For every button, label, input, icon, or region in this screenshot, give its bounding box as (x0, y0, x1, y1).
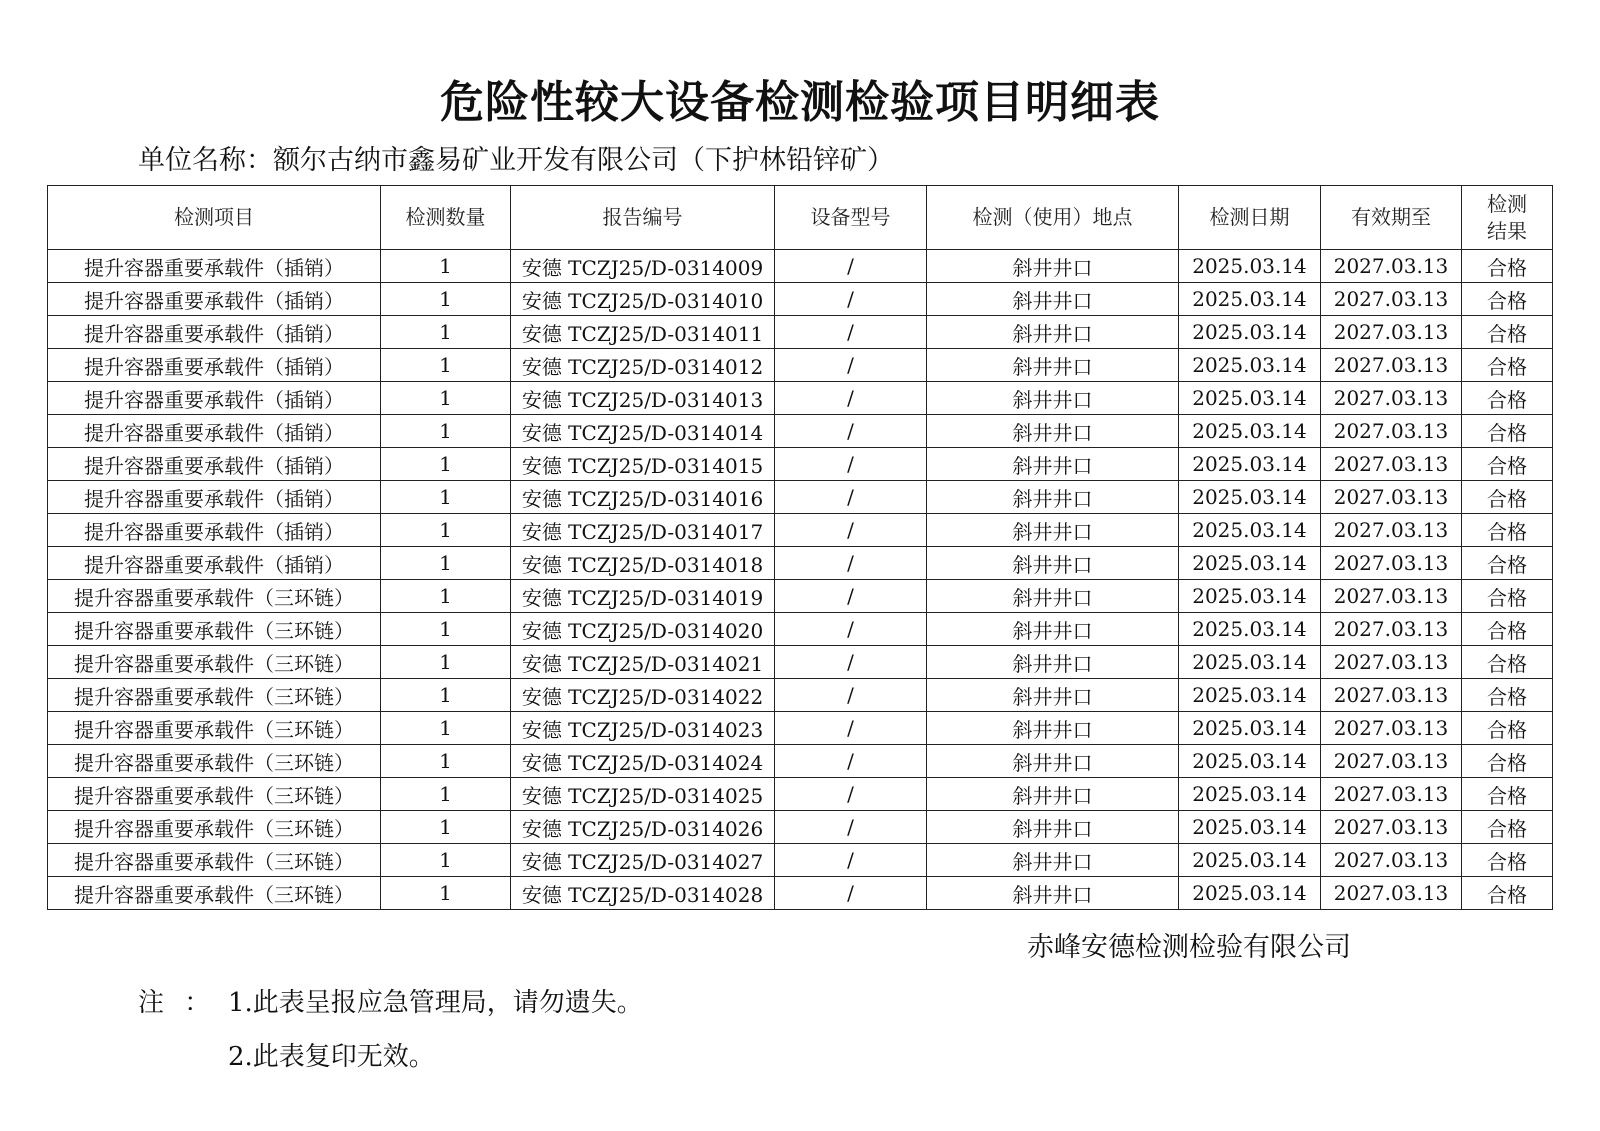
cell-report-no: 安德 TCZJ25/D-0314017 (511, 514, 775, 547)
cell-quantity: 1 (381, 316, 511, 349)
cell-location: 斜井井口 (927, 712, 1179, 745)
cell-valid-until: 2027.03.13 (1321, 547, 1462, 580)
cell-location: 斜井井口 (927, 679, 1179, 712)
cell-report-no: 安德 TCZJ25/D-0314021 (511, 646, 775, 679)
cell-model: / (775, 613, 927, 646)
cell-result: 合格 (1462, 712, 1553, 745)
cell-result: 合格 (1462, 316, 1553, 349)
cell-report-no: 安德 TCZJ25/D-0314015 (511, 448, 775, 481)
column-header-result (1462, 186, 1553, 250)
cell-location: 斜井井口 (927, 811, 1179, 844)
table-row (48, 877, 1553, 910)
cell-valid-until: 2027.03.13 (1321, 316, 1462, 349)
cell-model: / (775, 745, 927, 778)
cell-quantity: 1 (381, 349, 511, 382)
cell-report-no: 安德 TCZJ25/D-0314026 (511, 811, 775, 844)
cell-valid-until: 2027.03.13 (1321, 283, 1462, 316)
table-row (48, 349, 1553, 382)
table-row (48, 547, 1553, 580)
cell-model: / (775, 382, 927, 415)
column-header-result-line1: 检测 (1487, 191, 1527, 216)
cell-date: 2025.03.14 (1179, 712, 1321, 745)
table-header-row (48, 186, 1553, 250)
cell-date: 2025.03.14 (1179, 349, 1321, 382)
table-row (48, 646, 1553, 679)
cell-model: / (775, 547, 927, 580)
cell-result: 合格 (1462, 283, 1553, 316)
column-header-report-no: 报告编号 (511, 186, 775, 250)
cell-location: 斜井井口 (927, 547, 1179, 580)
cell-date: 2025.03.14 (1179, 844, 1321, 877)
cell-valid-until: 2027.03.13 (1321, 646, 1462, 679)
cell-report-no: 安德 TCZJ25/D-0314016 (511, 481, 775, 514)
cell-report-no: 安德 TCZJ25/D-0314011 (511, 316, 775, 349)
cell-item: 提升容器重要承载件（三环链） (48, 778, 381, 811)
table-row (48, 283, 1553, 316)
cell-report-no: 安德 TCZJ25/D-0314024 (511, 745, 775, 778)
cell-quantity: 1 (381, 580, 511, 613)
cell-date: 2025.03.14 (1179, 580, 1321, 613)
cell-item: 提升容器重要承载件（三环链） (48, 877, 381, 910)
cell-quantity: 1 (381, 745, 511, 778)
cell-result: 合格 (1462, 811, 1553, 844)
cell-quantity: 1 (381, 514, 511, 547)
cell-location: 斜井井口 (927, 415, 1179, 448)
cell-result: 合格 (1462, 547, 1553, 580)
cell-date: 2025.03.14 (1179, 877, 1321, 910)
cell-model: / (775, 679, 927, 712)
issuer-company: 赤峰安德检测检验有限公司 (1027, 932, 1351, 963)
cell-location: 斜井井口 (927, 382, 1179, 415)
cell-location: 斜井井口 (927, 481, 1179, 514)
cell-date: 2025.03.14 (1179, 646, 1321, 679)
cell-result: 合格 (1462, 382, 1553, 415)
cell-date: 2025.03.14 (1179, 745, 1321, 778)
cell-location: 斜井井口 (927, 283, 1179, 316)
cell-quantity: 1 (381, 613, 511, 646)
cell-valid-until: 2027.03.13 (1321, 514, 1462, 547)
cell-item: 提升容器重要承载件（插销） (48, 448, 381, 481)
cell-result: 合格 (1462, 415, 1553, 448)
cell-report-no: 安德 TCZJ25/D-0314028 (511, 877, 775, 910)
table-row (48, 712, 1553, 745)
cell-report-no: 安德 TCZJ25/D-0314025 (511, 778, 775, 811)
cell-model: / (775, 349, 927, 382)
table-row (48, 448, 1553, 481)
cell-report-no: 安德 TCZJ25/D-0314018 (511, 547, 775, 580)
cell-quantity: 1 (381, 712, 511, 745)
cell-result: 合格 (1462, 844, 1553, 877)
cell-model: / (775, 811, 927, 844)
column-header-quantity: 检测数量 (381, 186, 511, 250)
cell-result: 合格 (1462, 250, 1553, 283)
cell-location: 斜井井口 (927, 250, 1179, 283)
column-header-date: 检测日期 (1179, 186, 1321, 250)
cell-item: 提升容器重要承载件（三环链） (48, 580, 381, 613)
table-row (48, 250, 1553, 283)
cell-location: 斜井井口 (927, 349, 1179, 382)
cell-date: 2025.03.14 (1179, 481, 1321, 514)
cell-model: / (775, 646, 927, 679)
cell-date: 2025.03.14 (1179, 283, 1321, 316)
cell-date: 2025.03.14 (1179, 316, 1321, 349)
cell-location: 斜井井口 (927, 877, 1179, 910)
cell-date: 2025.03.14 (1179, 613, 1321, 646)
cell-model: / (775, 844, 927, 877)
cell-model: / (775, 415, 927, 448)
table-row (48, 613, 1553, 646)
table-row (48, 844, 1553, 877)
cell-report-no: 安德 TCZJ25/D-0314010 (511, 283, 775, 316)
notes-label: 注 ： (138, 988, 217, 1018)
table-row (48, 679, 1553, 712)
note-item: 1.此表呈报应急管理局，请勿遗失。 (228, 988, 643, 1018)
cell-location: 斜井井口 (927, 580, 1179, 613)
cell-date: 2025.03.14 (1179, 382, 1321, 415)
cell-report-no: 安德 TCZJ25/D-0314020 (511, 613, 775, 646)
cell-item: 提升容器重要承载件（插销） (48, 547, 381, 580)
column-header-item: 检测项目 (48, 186, 381, 250)
cell-location: 斜井井口 (927, 514, 1179, 547)
table-row (48, 481, 1553, 514)
cell-valid-until: 2027.03.13 (1321, 481, 1462, 514)
cell-valid-until: 2027.03.13 (1321, 811, 1462, 844)
cell-report-no: 安德 TCZJ25/D-0314027 (511, 844, 775, 877)
cell-quantity: 1 (381, 778, 511, 811)
cell-model: / (775, 712, 927, 745)
inspection-table (47, 185, 1553, 910)
cell-date: 2025.03.14 (1179, 811, 1321, 844)
cell-item: 提升容器重要承载件（插销） (48, 514, 381, 547)
unit-name-line: 单位名称：额尔古纳市鑫易矿业开发有限公司（下护林铅锌矿） (138, 145, 894, 176)
cell-valid-until: 2027.03.13 (1321, 382, 1462, 415)
cell-date: 2025.03.14 (1179, 547, 1321, 580)
cell-valid-until: 2027.03.13 (1321, 679, 1462, 712)
cell-quantity: 1 (381, 481, 511, 514)
cell-quantity: 1 (381, 877, 511, 910)
cell-model: / (775, 316, 927, 349)
cell-model: / (775, 514, 927, 547)
cell-report-no: 安德 TCZJ25/D-0314009 (511, 250, 775, 283)
cell-report-no: 安德 TCZJ25/D-0314019 (511, 580, 775, 613)
cell-location: 斜井井口 (927, 844, 1179, 877)
cell-model: / (775, 877, 927, 910)
table-row (48, 514, 1553, 547)
cell-valid-until: 2027.03.13 (1321, 580, 1462, 613)
cell-item: 提升容器重要承载件（三环链） (48, 646, 381, 679)
table-row (48, 415, 1553, 448)
cell-item: 提升容器重要承载件（插销） (48, 415, 381, 448)
cell-valid-until: 2027.03.13 (1321, 250, 1462, 283)
cell-date: 2025.03.14 (1179, 250, 1321, 283)
note-item: 2.此表复印无效。 (228, 1042, 435, 1072)
cell-result: 合格 (1462, 349, 1553, 382)
cell-location: 斜井井口 (927, 316, 1179, 349)
cell-item: 提升容器重要承载件（插销） (48, 481, 381, 514)
cell-result: 合格 (1462, 778, 1553, 811)
cell-date: 2025.03.14 (1179, 679, 1321, 712)
cell-report-no: 安德 TCZJ25/D-0314023 (511, 712, 775, 745)
cell-quantity: 1 (381, 250, 511, 283)
cell-report-no: 安德 TCZJ25/D-0314022 (511, 679, 775, 712)
cell-quantity: 1 (381, 679, 511, 712)
cell-result: 合格 (1462, 646, 1553, 679)
cell-location: 斜井井口 (927, 778, 1179, 811)
cell-quantity: 1 (381, 844, 511, 877)
cell-result: 合格 (1462, 448, 1553, 481)
cell-location: 斜井井口 (927, 745, 1179, 778)
cell-valid-until: 2027.03.13 (1321, 778, 1462, 811)
cell-valid-until: 2027.03.13 (1321, 745, 1462, 778)
cell-quantity: 1 (381, 547, 511, 580)
cell-item: 提升容器重要承载件（插销） (48, 349, 381, 382)
cell-valid-until: 2027.03.13 (1321, 844, 1462, 877)
table-row (48, 745, 1553, 778)
cell-quantity: 1 (381, 382, 511, 415)
cell-model: / (775, 448, 927, 481)
cell-report-no: 安德 TCZJ25/D-0314013 (511, 382, 775, 415)
cell-quantity: 1 (381, 646, 511, 679)
cell-quantity: 1 (381, 415, 511, 448)
column-header-result-line2: 结果 (1487, 218, 1527, 243)
cell-item: 提升容器重要承载件（插销） (48, 283, 381, 316)
cell-result: 合格 (1462, 877, 1553, 910)
cell-result: 合格 (1462, 613, 1553, 646)
cell-date: 2025.03.14 (1179, 514, 1321, 547)
cell-quantity: 1 (381, 448, 511, 481)
cell-valid-until: 2027.03.13 (1321, 349, 1462, 382)
cell-location: 斜井井口 (927, 448, 1179, 481)
cell-item: 提升容器重要承载件（三环链） (48, 745, 381, 778)
cell-valid-until: 2027.03.13 (1321, 712, 1462, 745)
table-row (48, 811, 1553, 844)
cell-result: 合格 (1462, 745, 1553, 778)
column-header-model: 设备型号 (775, 186, 927, 250)
cell-item: 提升容器重要承载件（三环链） (48, 811, 381, 844)
cell-model: / (775, 778, 927, 811)
cell-item: 提升容器重要承载件（插销） (48, 316, 381, 349)
cell-item: 提升容器重要承载件（三环链） (48, 844, 381, 877)
cell-result: 合格 (1462, 580, 1553, 613)
cell-result: 合格 (1462, 679, 1553, 712)
cell-quantity: 1 (381, 811, 511, 844)
cell-location: 斜井井口 (927, 646, 1179, 679)
cell-item: 提升容器重要承载件（三环链） (48, 712, 381, 745)
table-row (48, 382, 1553, 415)
cell-result: 合格 (1462, 514, 1553, 547)
cell-item: 提升容器重要承载件（三环链） (48, 613, 381, 646)
cell-date: 2025.03.14 (1179, 415, 1321, 448)
cell-model: / (775, 283, 927, 316)
table-row (48, 316, 1553, 349)
cell-valid-until: 2027.03.13 (1321, 448, 1462, 481)
cell-report-no: 安德 TCZJ25/D-0314014 (511, 415, 775, 448)
column-header-valid-until: 有效期至 (1321, 186, 1462, 250)
cell-quantity: 1 (381, 283, 511, 316)
cell-valid-until: 2027.03.13 (1321, 613, 1462, 646)
cell-model: / (775, 580, 927, 613)
cell-date: 2025.03.14 (1179, 448, 1321, 481)
cell-item: 提升容器重要承载件（插销） (48, 250, 381, 283)
cell-model: / (775, 481, 927, 514)
cell-valid-until: 2027.03.13 (1321, 415, 1462, 448)
column-header-location: 检测（使用）地点 (927, 186, 1179, 250)
table-row (48, 778, 1553, 811)
cell-date: 2025.03.14 (1179, 778, 1321, 811)
cell-item: 提升容器重要承载件（三环链） (48, 679, 381, 712)
document-title: 危险性较大设备检测检验项目明细表 (440, 77, 1160, 128)
table-body (48, 250, 1553, 910)
cell-valid-until: 2027.03.13 (1321, 877, 1462, 910)
cell-item: 提升容器重要承载件（插销） (48, 382, 381, 415)
cell-model: / (775, 250, 927, 283)
cell-result: 合格 (1462, 481, 1553, 514)
cell-report-no: 安德 TCZJ25/D-0314012 (511, 349, 775, 382)
cell-location: 斜井井口 (927, 613, 1179, 646)
table-row (48, 580, 1553, 613)
